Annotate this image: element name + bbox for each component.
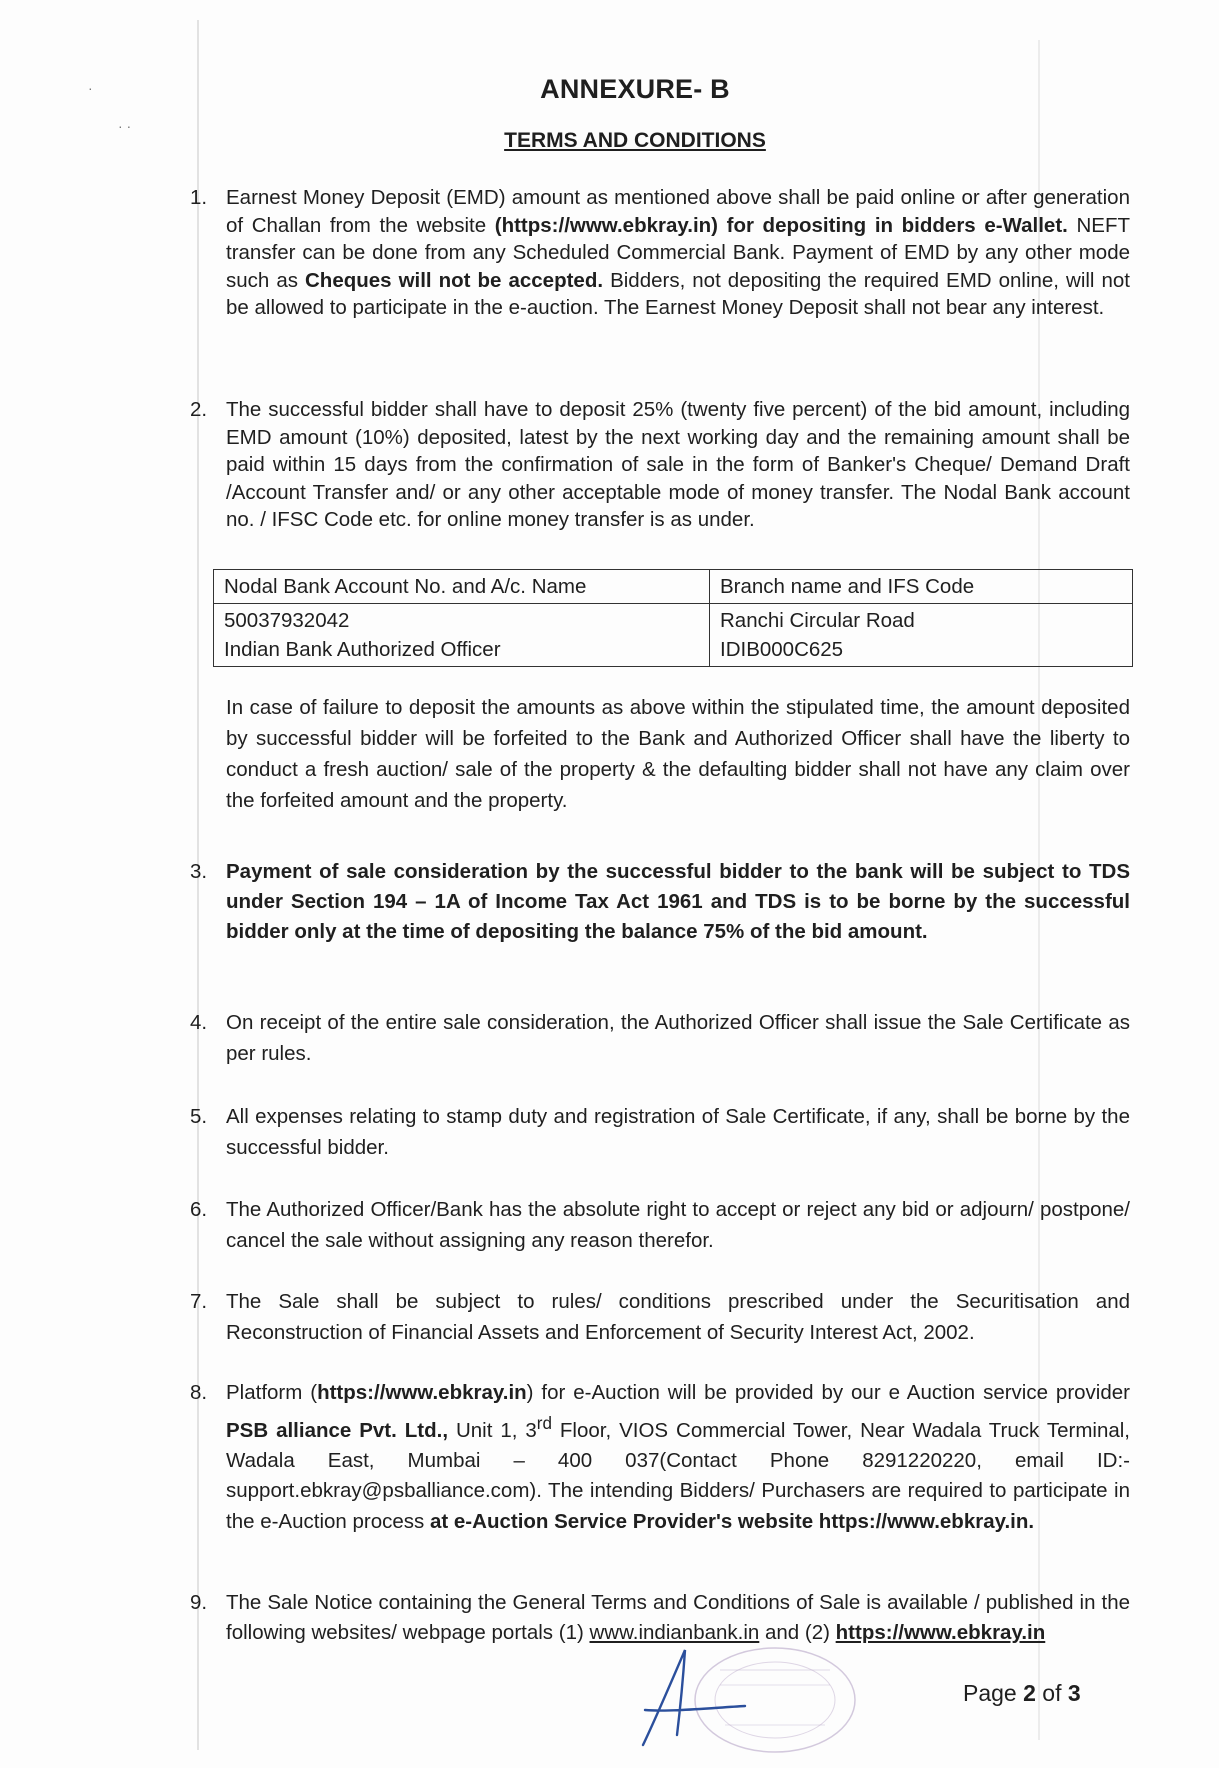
account-cell: [214, 604, 710, 667]
term-number: 8.: [190, 1381, 208, 1404]
handwritten-signature: [643, 1650, 745, 1745]
term-text-segment: at e-Auction Service Provider's website https://www.ebkray.in.: [429, 1509, 1035, 1533]
term-item-5: [190, 1101, 1130, 1163]
term-text-segment: Platform (: [226, 1381, 318, 1404]
term-item-2: [190, 396, 1130, 534]
term-text: [226, 857, 1130, 947]
term-text: [226, 1007, 1130, 1069]
table-header-row: [214, 570, 1133, 604]
term-text-segment: Floor, VIOS Commercial Tower, Near Wadala Truck Terminal, Wadala East, Mumbai – 400 037(Contact Phone 8291220220, email ID:- support.ebkray@psballiance.com). The intending Bidders/ Purchasers are required to participate in the e-Auction process: [226, 1418, 1130, 1533]
website-link[interactable]: www.indianbank.in: [589, 1621, 760, 1644]
stamp-seal: [695, 1648, 855, 1752]
term-number: 2.: [190, 398, 208, 421]
page-total: 3: [1067, 1680, 1081, 1706]
term-text-segment: Bidders, not depositing the required EMD online, will not be allowed to participate in the e-auction. The Earnest Money Deposit shall not bear any interest.: [226, 268, 1130, 319]
terms-heading: TERMS AND CONDITIONS: [504, 129, 766, 152]
term-text: [226, 1588, 1130, 1648]
ifsc-code: IDIB000C625: [720, 638, 844, 661]
term-text-segment: The Sale Notice containing the General Terms and Conditions of Sale is available / published in the following websites/ webpage portals (1): [226, 1591, 1130, 1644]
term-item-9: [190, 1588, 1130, 1648]
table-header-account: Nodal Bank Account No. and A/c. Name: [214, 570, 710, 604]
term-text-segment: The successful bidder shall have to deposit 25% (twenty five percent) of the bid amount, including EMD amount (10%) deposited, latest by the next working day and the remaining amount shall be paid within 15 days from the confirmation of sale in the form of Banker's Cheque/ Demand Draft /Account Transfer and/ or any other acceptable mode of money transfer. The Nodal Bank account no. / IFSC Code etc. for online money transfer is as under.: [226, 398, 1130, 531]
term-number: 9.: [190, 1591, 208, 1614]
term-item-7: [190, 1286, 1130, 1348]
term-text: [226, 184, 1130, 322]
term-text-segment: rd: [536, 1413, 552, 1433]
term-number: 3.: [190, 860, 208, 883]
account-name: Indian Bank Authorized Officer: [224, 638, 501, 661]
page-current: 2: [1023, 1680, 1036, 1706]
term-text: [226, 1194, 1130, 1256]
term-text-segment: The Authorized Officer/Bank has the absolute right to accept or reject any bid or adjourn/ postpone/ cancel the sale without assigning any reason therefor.: [226, 1198, 1130, 1252]
page-number: [963, 1680, 1081, 1707]
page-mid: of: [1035, 1680, 1068, 1706]
nodal-bank-table: [213, 569, 1133, 667]
term-text-segment: The Sale shall be subject to rules/ conditions prescribed under the Securitisation and Reconstruction of Financial Assets and Enforcement of Security Interest Act, 2002.: [226, 1290, 1130, 1344]
table-row: [214, 604, 1133, 667]
table-header-branch: Branch name and IFS Code: [710, 570, 1133, 604]
term-number: 4.: [190, 1011, 208, 1034]
signature-and-seal: [625, 1640, 865, 1760]
term-text-segment: Earnest Money Deposit (EMD) amount as mentioned above shall be paid online or after generation of Challan from the website: [226, 186, 1130, 237]
term-number: 7.: [190, 1290, 208, 1313]
term-text-segment: On receipt of the entire sale consideration, the Authorized Officer shall issue the Sale Certificate as per rules.: [226, 1011, 1130, 1065]
page-prefix: Page: [963, 1680, 1024, 1706]
branch-cell: [710, 604, 1133, 667]
term-text-segment: ) for e-Auction will be provided by our e Auction service provider: [526, 1381, 1130, 1404]
scan-speck: ·: [88, 80, 93, 96]
account-number: 50037932042: [224, 609, 350, 632]
term-item-1: [190, 184, 1130, 322]
term-text-segment: PSB alliance Pvt. Ltd.,: [226, 1418, 449, 1442]
term-item-8: [190, 1378, 1130, 1537]
term-text-segment: NEFT transfer can be done from any Scheduled Commercial Bank. Payment of EMD by any other mode such as: [226, 213, 1131, 292]
annexure-heading: ANNEXURE- B: [540, 74, 730, 104]
term-text-segment: Payment of sale consideration by the successful bidder to the bank will be subject to TDS under Section 194 – 1A of Income Tax Act 1961 and TDS is to be borne by the successful bidder only at the time of depositing the balance 75% of the bid amount.: [226, 860, 1130, 943]
term-text: [226, 1101, 1130, 1163]
term-item-3: [190, 857, 1130, 947]
term-number: 5.: [190, 1105, 208, 1128]
term-text-segment: (https://www.ebkray.in) for depositing in bidders e-Wallet.: [494, 213, 1068, 237]
branch-name: Ranchi Circular Road: [720, 609, 915, 632]
term-text-segment: Cheques will not be accepted.: [305, 268, 604, 292]
term-item-4: [190, 1007, 1130, 1069]
term-text-segment: and (2): [759, 1621, 836, 1644]
term-text-segment: https://www.ebkray.in: [317, 1381, 527, 1404]
term-text: [226, 396, 1130, 534]
term-text-segment: Unit 1, 3: [448, 1418, 537, 1442]
term-text: [226, 1378, 1130, 1537]
term-number: 6.: [190, 1198, 208, 1221]
website-link[interactable]: https://www.ebkray.in: [835, 1621, 1046, 1644]
term-text-segment: All expenses relating to stamp duty and registration of Sale Certificate, if any, shall be borne by the successful bidder.: [226, 1105, 1130, 1159]
term-item-6: [190, 1194, 1130, 1256]
term-text: [226, 1286, 1130, 1348]
failure-paragraph: In case of failure to deposit the amounts as above within the stipulated time, the amount deposited by successful bidder will be forfeited to the Bank and Authorized Officer shall have the liberty to conduct a fresh auction/ sale of the property & the defaulting bidder shall not have any claim over the forfeited amount and the property.: [226, 696, 1130, 812]
scan-speck: · ·: [118, 118, 132, 134]
term-number: 1.: [190, 186, 208, 209]
